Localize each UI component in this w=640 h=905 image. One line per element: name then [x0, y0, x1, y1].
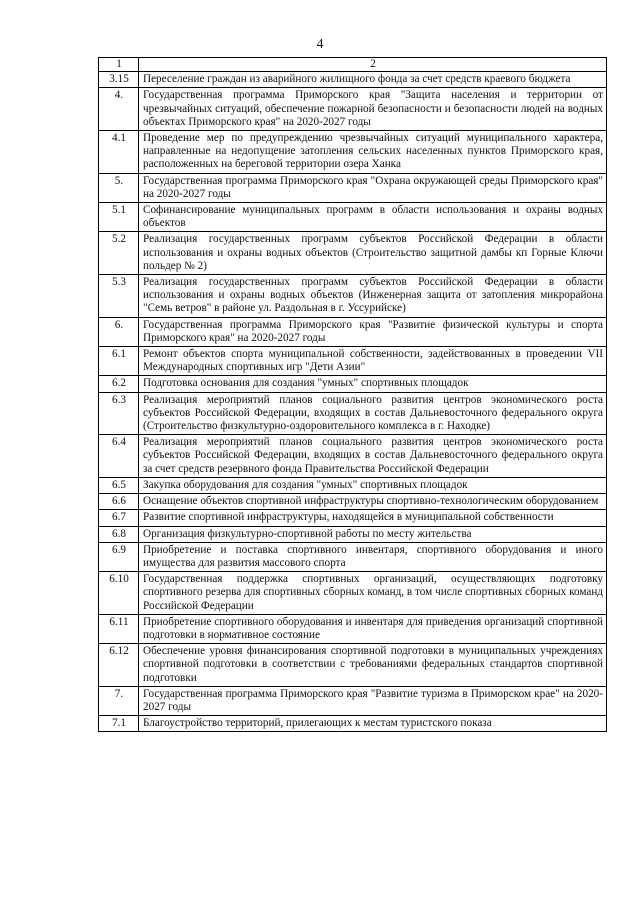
- column-header-number: 1: [99, 58, 139, 72]
- row-text: Организация физкультурно-спортивной работы по месту жительства: [139, 526, 607, 542]
- table-row: [99, 526, 607, 542]
- row-number: 5.1: [99, 203, 139, 232]
- row-text: Закупка оборудования для создания "умных" спортивных площадок: [139, 477, 607, 493]
- table-row: [99, 477, 607, 493]
- row-number: 6.6: [99, 494, 139, 510]
- row-text: Государственная программа Приморского края "Защита населения и территории от чрезвычайных ситуаций, обеспечение пожарной безопасности и безопасности людей на водных объектах Приморского края" на 2020-2027 годы: [139, 88, 607, 131]
- table-row: [99, 392, 607, 435]
- table-row: [99, 435, 607, 478]
- row-number: 5.2: [99, 232, 139, 275]
- table-row: [99, 644, 607, 687]
- row-number: 6.11: [99, 614, 139, 643]
- row-number: 6.7: [99, 510, 139, 526]
- table-row: [99, 614, 607, 643]
- row-number: 6.8: [99, 526, 139, 542]
- table-row: [99, 173, 607, 202]
- table-row: [99, 347, 607, 376]
- row-text: Приобретение и поставка спортивного инвентаря, спортивного оборудования и иного имущества для развития массового спорта: [139, 542, 607, 571]
- table-body: [99, 72, 607, 732]
- table-header-row: [99, 58, 607, 72]
- row-number: 6.9: [99, 542, 139, 571]
- table-row: [99, 716, 607, 732]
- row-number: 6.4: [99, 435, 139, 478]
- row-number: 6.: [99, 317, 139, 346]
- row-number: 7.: [99, 686, 139, 715]
- row-number: 4.: [99, 88, 139, 131]
- row-text: Приобретение спортивного оборудования и инвентаря для приведения организаций спортивной подготовки в нормативное состояние: [139, 614, 607, 643]
- page-number: 4: [316, 37, 324, 52]
- table-row: [99, 131, 607, 174]
- table-row: [99, 275, 607, 318]
- table-row: [99, 376, 607, 392]
- row-number: 6.5: [99, 477, 139, 493]
- row-number: 6.10: [99, 572, 139, 615]
- table-row: [99, 88, 607, 131]
- row-number: 4.1: [99, 131, 139, 174]
- table-row: [99, 317, 607, 346]
- row-text: Реализация государственных программ субъектов Российской Федерации в области использования и охраны водных объектов (Инженерная защита от затопления микрорайона "Семь ветров" в районе ул. Раздольная в г. Уссурийске): [139, 275, 607, 318]
- row-text: Государственная программа Приморского края "Развитие физической культуры и спорта Приморского края" на 2020-2027 годы: [139, 317, 607, 346]
- row-text: Софинансирование муниципальных программ в области использования и охраны водных объектов: [139, 203, 607, 232]
- row-text: Благоустройство территорий, прилегающих к местам туристского показа: [139, 716, 607, 732]
- column-header-name: 2: [139, 58, 607, 72]
- row-text: Оснащение объектов спортивной инфраструктуры спортивно-технологическим оборудованием: [139, 494, 607, 510]
- row-text: Проведение мер по предупреждению чрезвычайных ситуаций муниципального характера, направленные на недопущение затопления сельских населенных пунктов Приморского края, расположенных на береговой территории озера Ханка: [139, 131, 607, 174]
- row-text: Государственная программа Приморского края "Развитие туризма в Приморском крае" на 2020-2027 годы: [139, 686, 607, 715]
- row-number: 7.1: [99, 716, 139, 732]
- row-text: Развитие спортивной инфраструктуры, находящейся в муниципальной собственности: [139, 510, 607, 526]
- table-row: [99, 232, 607, 275]
- row-number: 6.2: [99, 376, 139, 392]
- row-number: 5.3: [99, 275, 139, 318]
- row-number: 6.3: [99, 392, 139, 435]
- row-number: 3.15: [99, 72, 139, 88]
- program-table: [98, 57, 607, 732]
- row-text: Ремонт объектов спорта муниципальной собственности, задействованных в проведении VII Международных спортивных игр "Дети Азии": [139, 347, 607, 376]
- row-text: Реализация мероприятий планов социального развития центров экономического роста субъектов Российской Федерации, входящих в состав Дальневосточного федерального округа за счет средств резервного фонда Правительства Российской Федерации: [139, 435, 607, 478]
- row-text: Реализация мероприятий планов социального развития центров экономического роста субъектов Российской Федерации, входящих в состав Дальневосточного федерального округа (Строительство физкультурно-оздоровительного комплекса в г. Находке): [139, 392, 607, 435]
- row-text: Переселение граждан из аварийного жилищного фонда за счет средств краевого бюджета: [139, 72, 607, 88]
- row-text: Обеспечение уровня финансирования спортивной подготовки в муниципальных учреждениях спортивной подготовки в соответствии с требованиями федеральных стандартов спортивной подготовки: [139, 644, 607, 687]
- table-row: [99, 72, 607, 88]
- table-row: [99, 494, 607, 510]
- row-text: Государственная программа Приморского края "Охрана окружающей среды Приморского края" на 2020-2027 годы: [139, 173, 607, 202]
- row-text: Подготовка основания для создания "умных" спортивных площадок: [139, 376, 607, 392]
- table-row: [99, 510, 607, 526]
- table-row: [99, 203, 607, 232]
- table-row: [99, 686, 607, 715]
- row-number: 5.: [99, 173, 139, 202]
- row-text: Реализация государственных программ субъектов Российской Федерации в области использования и охраны водных объектов (Строительство защитной дамбы кп Горные Ключи польдер № 2): [139, 232, 607, 275]
- row-number: 6.1: [99, 347, 139, 376]
- row-number: 6.12: [99, 644, 139, 687]
- table-row: [99, 542, 607, 571]
- row-text: Государственная поддержка спортивных организаций, осуществляющих подготовку спортивного резерва для спортивных сборных команд, в том числе спортивных сборных команд Российской Федерации: [139, 572, 607, 615]
- table-row: [99, 572, 607, 615]
